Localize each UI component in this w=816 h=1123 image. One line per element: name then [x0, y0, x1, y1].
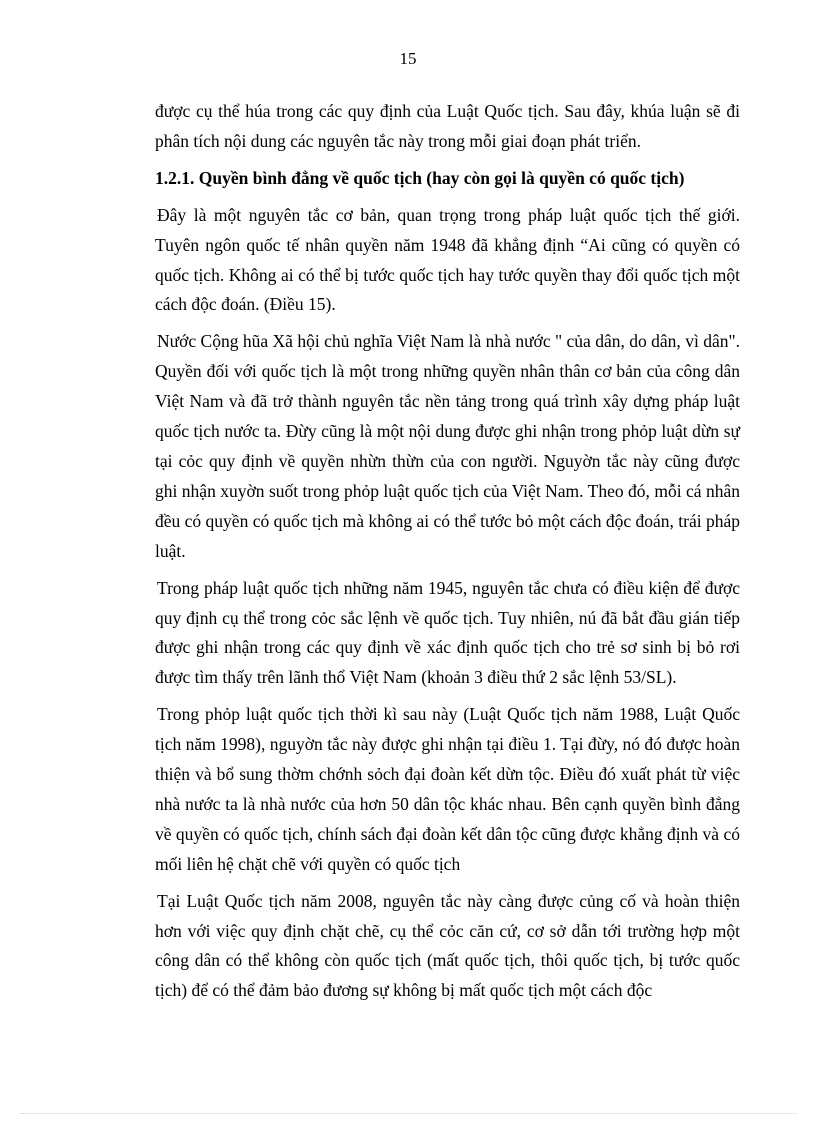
section-heading: 1.2.1. Quyền bình đẳng về quốc tịch (hay còn gọi là quyền có quốc tịch) [155, 167, 685, 188]
paragraph-1: Đây là một nguyên tắc cơ bản, quan trọng trong pháp luật quốc tịch thế giới. Tuyên ngôn quốc tế nhân quyền năm 1948 đã khẳng định “Ai cũng có quyền có quốc tịch. Không ai có thể bị tước quốc tịch hay tước quyền thay đổi quốc tịch một cách độc đoán. (Điều 15). [155, 204, 740, 315]
continuation-paragraph: được cụ thể húa trong các quy định của Luật Quốc tịch. Sau đây, khúa luận sẽ đi phân tích nội dung các nguyên tắc này trong mỗi giai đoạn phát triển. [155, 101, 740, 151]
paragraph-5: Tại Luật Quốc tịch năm 2008, nguyên tắc này càng được củng cố và hoàn thiện hơn với việc quy định chặt chẽ, cụ thể cỏc căn cứ, cơ sở dẫn tới trường hợp một công dân có thể không còn quốc tịch (mất quốc tịch, thôi quốc tịch, bị tước quốc tịch) để có thể đảm bảo đương sự không bị mất quốc tịch một cách độc [155, 890, 740, 1001]
paragraph-3: Trong pháp luật quốc tịch những năm 1945, nguyên tắc chưa có điều kiện để được quy định cụ thể trong cỏc sắc lệnh về quốc tịch. Tuy nhiên, nú đã bắt đầu gián tiếp được ghi nhận trong các quy định về xác định quốc tịch cho trẻ sơ sinh bị bỏ rơi được tìm thấy trên lãnh thổ Việt Nam (khoản 3 điều thứ 2 sắc lệnh 53/SL). [155, 577, 740, 688]
paragraph-4: Trong phỏp luật quốc tịch thời kì sau này (Luật Quốc tịch năm 1988, Luật Quốc tịch năm 1998), nguyờn tắc này được ghi nhận tại điều 1. Tại đừy, nó đó được hoàn thiện và bổ sung thờm chớnh sỏch đại đoàn kết dừn tộc. Điều đó xuất phát từ việc nhà nước ta là nhà nước của hơn 50 dân tộc khác nhau. Bên cạnh quyền bình đẳng về quyền có quốc tịch, chính sách đại đoàn kết dân tộc cũng được khẳng định và có mối liên hệ chặt chẽ với quyền có quốc tịch [155, 704, 740, 874]
paragraph-2: Nước Cộng hũa Xã hội chủ nghĩa Việt Nam là nhà nước " của dân, do dân, vì dân". Quyền đối với quốc tịch là một trong những quyền nhân thân cơ bản của công dân Việt Nam và đã trở thành nguyên tắc nền tảng trong quá trình xây dựng pháp luật quốc tịch nước ta. Đừy cũng là một nội dung được ghi nhận trong phỏp luật dừn sự tại cỏc quy định về quyền nhừn thừn của con người. Nguyờn tắc này cũng được ghi nhận xuyờn suốt trong phỏp luật quốc tịch của Việt Nam. Theo đó, mỗi cá nhân đều có quyền có quốc tịch mà không ai có thể tước bỏ một cách độc đoán, trái pháp luật. [155, 331, 740, 561]
page-body [155, 97, 740, 1013]
page-number: 15 [399, 49, 417, 68]
page-footer-divider [20, 1113, 796, 1114]
